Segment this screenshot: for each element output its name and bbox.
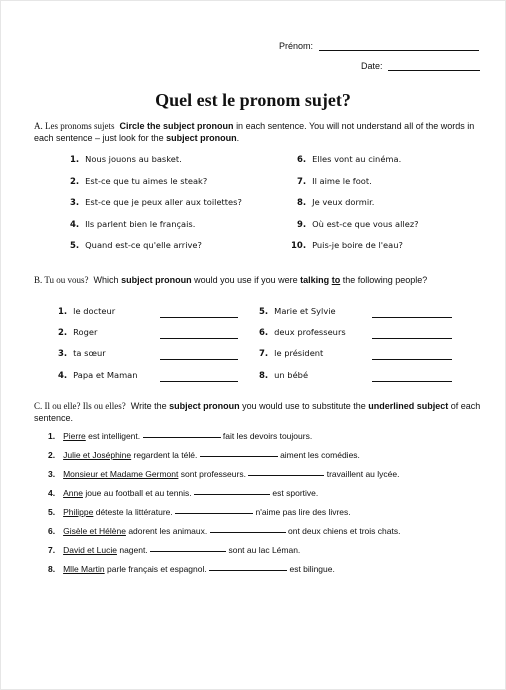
underlined-subject: Anne [63,488,83,498]
section-b-item: 4. Papa et Maman [58,370,138,381]
date-label: Date: [361,61,383,71]
answer-blank[interactable] [372,338,452,339]
section-b-instr-bold-1: subject pronoun [121,275,192,285]
section-a-item: 4. Ils parlent bien le français. [70,219,196,230]
section-c-instr-2: you would use to substitute the [242,401,366,411]
section-b-item: 2. Roger [58,327,98,338]
answer-blank[interactable] [210,532,286,533]
section-c-sentence: 1. Pierre est intelligent. fait les devoirs toujours. [48,431,313,441]
answer-blank[interactable] [160,359,238,360]
underlined-subject: Pierre [63,431,86,441]
section-c-sentence: 7. David et Lucie nagent. sont au lac Léman. [48,545,301,555]
answer-blank[interactable] [200,456,278,457]
section-c-sentence: 8. Mlle Martin parle français et espagnol. est bilingue. [48,564,335,574]
underlined-subject: Mlle Martin [63,564,105,574]
section-c-sentence: 2. Julie et Joséphine regardent la télé. aiment les comédies. [48,450,360,460]
section-c-instr-1: Write the [130,401,167,411]
section-c-sentence: 4. Anne joue au football et au tennis. est sportive. [48,488,319,498]
section-a-item: 5. Quand est-ce qu'elle arrive? [70,240,202,251]
section-a-instructions [34,120,490,144]
section-b-item: 1. le docteur [58,306,116,317]
underlined-subject: Julie et Joséphine [63,450,132,460]
prenom-field [279,41,479,51]
section-b-instr-1: Which [93,275,119,285]
answer-blank[interactable] [248,475,324,476]
section-a-instr-end: . [236,133,240,143]
section-c-sentence: 5. Philippe déteste la littérature. n'aime pas lire des livres. [48,507,351,517]
answer-blank[interactable] [372,381,452,382]
section-b-label: B. Tu ou vous? [34,275,89,285]
date-field [361,61,480,71]
section-a-instr-1: Circle the [119,121,161,131]
section-b-item: 7. le président [259,348,324,359]
section-a-instr-2: in each sentence. You will not understand all of the words in each sentence – just look for the [34,121,475,143]
answer-blank[interactable] [150,551,226,552]
section-a-label: A. Les pronoms sujets [34,121,115,131]
section-a-item: 2. Est-ce que tu aimes le steak? [70,176,208,187]
answer-blank[interactable] [160,317,238,318]
section-b-item: 3. ta sœur [58,348,106,359]
answer-blank[interactable] [372,359,452,360]
section-b-instr-bold-2: talking [300,275,330,285]
section-a-item: 7. Il aime le foot. [297,176,372,187]
date-blank[interactable] [388,70,480,71]
section-b-instr-2: would you use if you were [194,275,298,285]
section-b-item: 5. Marie et Sylvie [259,306,336,317]
answer-blank[interactable] [160,381,238,382]
section-b-item: 8. un bébé [259,370,309,381]
underlined-subject: David et Lucie [63,545,117,555]
section-a-item: 6. Elles vont au cinéma. [297,154,402,165]
underlined-subject: Gisèle et Hélène [63,526,126,536]
section-c-instructions [34,400,490,424]
page-title: Quel est le pronom sujet? [155,90,351,110]
section-c-instr-3: of each sentence. [34,401,481,423]
section-a-item: 9. Où est-ce que vous allez? [297,219,419,230]
section-a-item: 1. Nous jouons au basket. [70,154,182,165]
prenom-label: Prénom: [279,41,314,51]
section-a-item: 3. Est-ce que je peux aller aux toilettes? [70,197,242,208]
section-c-instr-bold-2: underlined subject [368,401,449,411]
answer-blank[interactable] [160,338,238,339]
section-c-sentence: 6. Gisèle et Hélène adorent les animaux. ont deux chiens et trois chats. [48,526,401,536]
section-a-item: 10. Puis-je boire de l'eau? [291,240,403,251]
section-a-instr-bold-2: subject pronoun [166,133,237,143]
section-a-item: 8. Je veux dormir. [297,197,375,208]
section-a-instr-bold-1: subject pronoun [163,121,234,131]
section-c-label: C. Il ou elle? Ils ou elles? [34,401,126,411]
answer-blank[interactable] [209,570,287,571]
section-b-instr-3: the following people? [342,275,428,285]
section-b-instructions [34,274,490,286]
prenom-blank[interactable] [319,50,479,51]
answer-blank[interactable] [143,437,221,438]
section-b-instr-bold-u: to [331,275,341,285]
answer-blank[interactable] [372,317,452,318]
underlined-subject: Monsieur et Madame Germont [63,469,179,479]
section-c-sentence: 3. Monsieur et Madame Germont sont professeurs. travaillent au lycée. [48,469,400,479]
section-b-item: 6. deux professeurs [259,327,346,338]
underlined-subject: Philippe [63,507,94,517]
answer-blank[interactable] [194,494,270,495]
section-c-instr-bold-1: subject pronoun [169,401,240,411]
answer-blank[interactable] [175,513,253,514]
